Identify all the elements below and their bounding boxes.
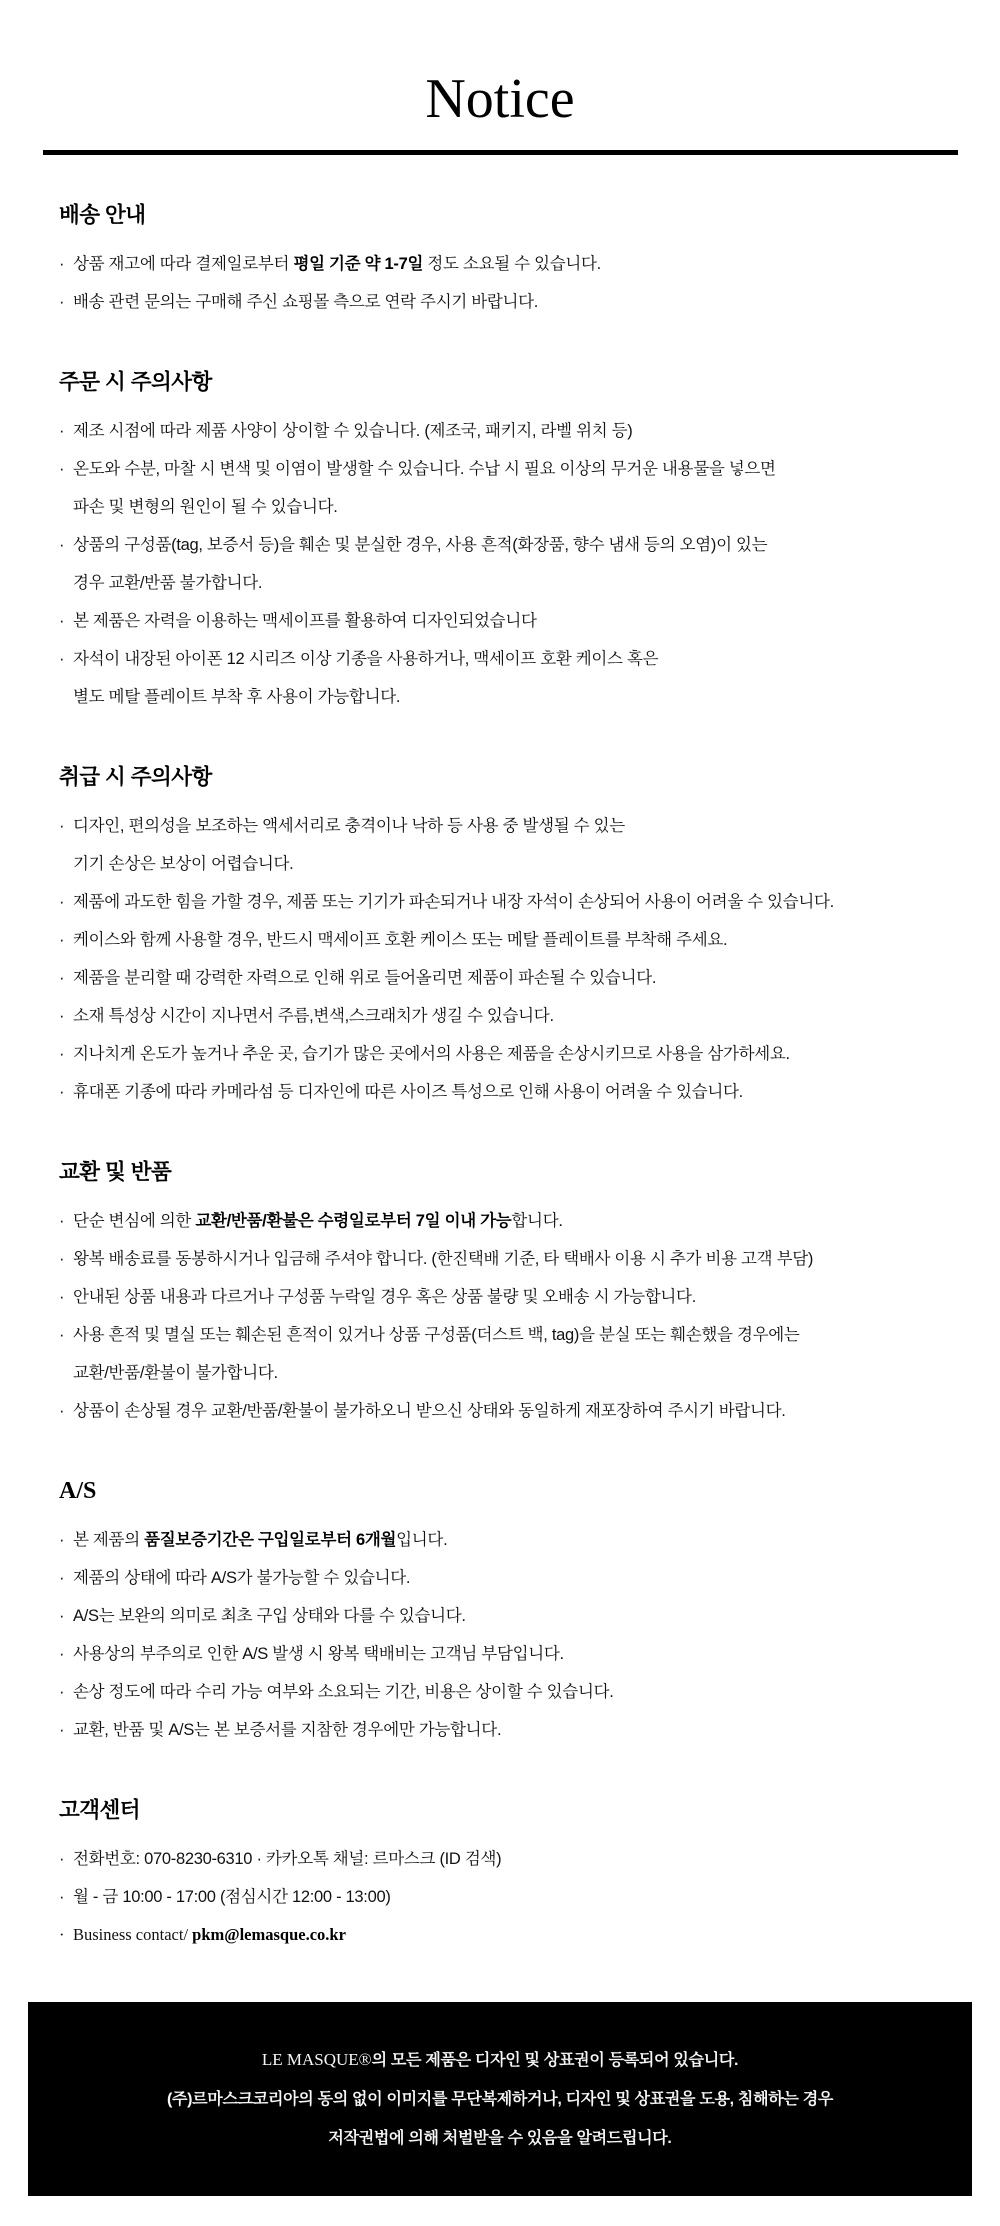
notice-item <box>59 1278 970 1316</box>
bullet-dot: · <box>59 422 65 440</box>
bullet-dot: · <box>59 1888 65 1906</box>
bullet-dot: · <box>59 1212 65 1230</box>
section-as <box>59 1478 970 1749</box>
notice-item <box>59 1202 970 1240</box>
text-segment: 본 제품은 자력을 이용하는 맥세이프를 활용하여 디자인되었습니다 <box>73 612 537 630</box>
notice-item <box>59 1073 970 1111</box>
section-heading: 고객센터 <box>59 1798 141 1822</box>
footer-line <box>28 2080 972 2119</box>
bullet-dot: · <box>59 1045 65 1063</box>
text-segment: A/S는 보완의 의미로 최초 구입 상태와 다를 수 있습니다. <box>73 1607 466 1625</box>
copyright-footer <box>28 2002 972 2196</box>
footer-line <box>28 2119 972 2158</box>
text-segment: 왕복 배송료를 동봉하시거나 입금해 주셔야 합니다. (한진택배 기준, 타 택배사 이용 시 추가 비용 고객 부담) <box>73 1250 814 1268</box>
notice-item <box>59 1316 970 1392</box>
text-segment: 정도 소요될 수 있습니다. <box>423 255 601 273</box>
text-segment: 온도와 수분, 마찰 시 변색 및 이염이 발생할 수 있습니다. 수납 시 필요 이상의 무거운 내용물을 넣으면 <box>73 460 776 478</box>
text-segment: 자석이 내장된 아이폰 12 시리즈 이상 기종을 사용하거나, 맥세이프 호환 케이스 혹은 <box>73 650 659 668</box>
bullet-dot: · <box>59 1850 65 1868</box>
bullet-dot: · <box>59 1683 65 1701</box>
bullet-dot: · <box>59 1402 65 1420</box>
notice-item <box>59 283 970 321</box>
text-segment: 케이스와 함께 사용할 경우, 반드시 맥세이프 호환 케이스 또는 메탈 플레이트를 부착해 주세요. <box>73 931 728 949</box>
bullet-dot: · <box>59 293 65 311</box>
bullet-dot: · <box>59 1083 65 1101</box>
notice-item <box>59 1392 970 1430</box>
section-customer-center <box>59 1797 970 1954</box>
notice-item <box>59 1521 970 1559</box>
text-segment: 의 모든 제품은 디자인 및 상표권이 등록되어 있습니다. <box>371 2052 739 2069</box>
notice-item <box>59 1673 970 1711</box>
notice-item <box>59 245 970 283</box>
bullet-dot: · <box>59 460 65 478</box>
section-exchange-returns <box>59 1159 970 1430</box>
notice-item <box>59 883 970 921</box>
notice-item <box>59 959 970 997</box>
notice-item <box>59 1711 970 1749</box>
bullet-dot: · <box>59 969 65 987</box>
notice-item <box>59 1559 970 1597</box>
notice-item <box>59 1240 970 1278</box>
text-segment: 본 제품의 <box>73 1531 145 1549</box>
text-segment: 월 - 금 10:00 - 17:00 (점심시간 12:00 - 13:00) <box>73 1888 391 1906</box>
bullet-dot: · <box>59 1288 65 1306</box>
section-heading: 취급 시 주의사항 <box>59 765 212 789</box>
bullet-dot: · <box>59 536 65 554</box>
notice-item <box>59 1840 970 1878</box>
text-segment: 파손 및 변형의 원인이 될 수 있습니다. <box>73 498 338 516</box>
text-segment: 교환/반품/환불이 불가합니다. <box>73 1364 278 1382</box>
notice-item <box>59 997 970 1035</box>
text-segment: Business contact/ <box>73 1925 193 1944</box>
notice-item <box>59 1035 970 1073</box>
section-heading: 배송 안내 <box>59 203 146 227</box>
text-segment: 교환, 반품 및 A/S는 본 보증서를 지참한 경우에만 가능합니다. <box>73 1721 502 1739</box>
text-segment: 저작권법에 의해 처벌받을 수 있음을 알려드립니다. <box>328 2130 672 2147</box>
bullet-dot: · <box>59 1645 65 1663</box>
bullet-dot: · <box>59 1607 65 1625</box>
notice-item <box>59 450 970 526</box>
bullet-dot: · <box>59 931 65 949</box>
text-segment: 경우 교환/반품 불가합니다. <box>73 574 263 592</box>
section-heading: A/S <box>59 1478 97 1504</box>
text-segment: 별도 메탈 플레이트 부착 후 사용이 가능합니다. <box>73 688 401 706</box>
notice-item <box>59 526 970 602</box>
notice-item <box>59 1916 970 1954</box>
section-heading: 교환 및 반품 <box>59 1160 172 1184</box>
text-segment: 전화번호: 070-8230-6310 · 카카오톡 채널: 르마스크 (ID 검색) <box>73 1850 502 1868</box>
notice-item <box>59 640 970 716</box>
section-handling-cautions <box>59 764 970 1111</box>
notice-sections <box>0 155 1000 1954</box>
notice-item <box>59 1597 970 1635</box>
text-segment: 상품이 손상될 경우 교환/반품/환불이 불가하오니 받으신 상태와 동일하게 재포장하여 주시기 바랍니다. <box>73 1402 786 1420</box>
text-segment: 지나치게 온도가 높거나 추운 곳, 습기가 많은 곳에서의 사용은 제품을 손상시키므로 사용을 삼가하세요. <box>73 1045 790 1063</box>
text-segment: (주)르마스크코리아의 동의 없이 이미지를 무단복제하거나, 디자인 및 상표권을 도용, 침해하는 경우 <box>166 2091 834 2108</box>
bullet-dot: · <box>59 1326 65 1344</box>
text-segment: 품질보증기간은 구입일로부터 6개월 <box>144 1531 397 1549</box>
text-segment: 사용상의 부주의로 인한 A/S 발생 시 왕복 택배비는 고객님 부담입니다. <box>73 1645 564 1663</box>
text-segment: 교환/반품/환불은 수령일로부터 7일 이내 가능 <box>195 1212 512 1230</box>
text-segment: 제조 시점에 따라 제품 사양이 상이할 수 있습니다. (제조국, 패키지, 라벨 위치 등) <box>73 422 633 440</box>
text-segment: 손상 정도에 따라 수리 가능 여부와 소요되는 기간, 비용은 상이할 수 있습니다. <box>73 1683 614 1701</box>
text-segment: 제품을 분리할 때 강력한 자력으로 인해 위로 들어올리면 제품이 파손될 수 있습니다. <box>73 969 657 987</box>
text-segment: 평일 기준 약 1-7일 <box>293 255 424 273</box>
footer-line <box>28 2040 972 2080</box>
text-segment: 소재 특성상 시간이 지나면서 주름,변색,스크래치가 생길 수 있습니다. <box>73 1007 554 1025</box>
section-heading: 주문 시 주의사항 <box>59 370 212 394</box>
text-segment: 상품의 구성품(tag, 보증서 등)을 훼손 및 분실한 경우, 사용 흔적(화장품, 향수 냄새 등의 오염)이 있는 <box>73 536 768 554</box>
notice-item <box>59 807 970 883</box>
text-segment: 합니다. <box>511 1212 563 1230</box>
text-segment: 제품에 과도한 힘을 가할 경우, 제품 또는 기기가 파손되거나 내장 자석이 손상되어 사용이 어려울 수 있습니다. <box>73 893 834 911</box>
text-segment: pkm@lemasque.co.kr <box>192 1925 346 1944</box>
text-segment: 배송 관련 문의는 구매해 주신 쇼핑몰 측으로 연락 주시기 바랍니다. <box>73 293 539 311</box>
notice-item <box>59 1635 970 1673</box>
notice-item <box>59 921 970 959</box>
text-segment: LE MASQUE® <box>261 2050 372 2069</box>
bullet-dot: · <box>59 1250 65 1268</box>
bullet-dot: · <box>59 1925 65 1944</box>
bullet-dot: · <box>59 1531 65 1549</box>
bullet-dot: · <box>59 255 65 273</box>
bullet-dot: · <box>59 1721 65 1739</box>
bullet-dot: · <box>59 817 65 835</box>
bullet-dot: · <box>59 1569 65 1587</box>
bullet-dot: · <box>59 650 65 668</box>
bullet-dot: · <box>59 612 65 630</box>
text-segment: 상품 재고에 따라 결제일로부터 <box>73 255 294 273</box>
text-segment: 사용 흔적 및 멸실 또는 훼손된 흔적이 있거나 상품 구성품(더스트 백, tag)을 분실 또는 훼손했을 경우에는 <box>73 1326 800 1344</box>
text-segment: 단순 변심에 의한 <box>73 1212 196 1230</box>
bullet-dot: · <box>59 893 65 911</box>
section-order-cautions <box>59 369 970 716</box>
notice-item <box>59 602 970 640</box>
text-segment: 입니다. <box>396 1531 448 1549</box>
notice-item <box>59 412 970 450</box>
text-segment: 제품의 상태에 따라 A/S가 불가능할 수 있습니다. <box>73 1569 411 1587</box>
text-segment: 휴대폰 기종에 따라 카메라섬 등 디자인에 따른 사이즈 특성으로 인해 사용이 어려울 수 있습니다. <box>73 1083 743 1101</box>
text-segment: 기기 손상은 보상이 어렵습니다. <box>73 855 294 873</box>
bullet-dot: · <box>59 1007 65 1025</box>
section-shipping-info <box>59 202 970 321</box>
page-title: Notice <box>425 68 575 130</box>
notice-item <box>59 1878 970 1916</box>
text-segment: 안내된 상품 내용과 다르거나 구성품 누락일 경우 혹은 상품 불량 및 오배송 시 가능합니다. <box>73 1288 696 1306</box>
text-segment: 디자인, 편의성을 보조하는 액세서리로 충격이나 낙하 등 사용 중 발생될 수 있는 <box>73 817 625 835</box>
